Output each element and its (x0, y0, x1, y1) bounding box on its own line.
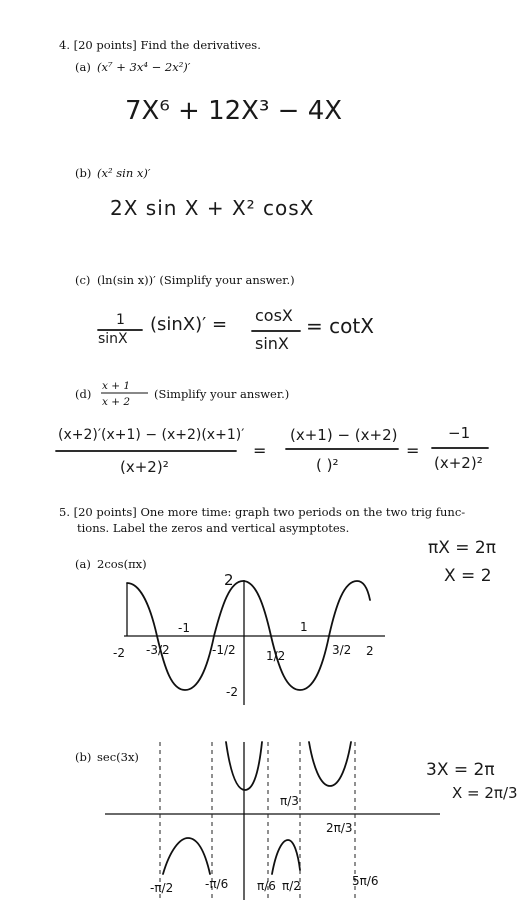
sec-branch-down-2 (272, 840, 300, 874)
part-d-prompt-tail: (Simplify your answer.) (154, 387, 290, 401)
part-c-prompt: (ln(sin x))′ (Simplify your answer.) (97, 273, 295, 287)
problem-4-header: 4. [20 points] Find the derivatives. (59, 38, 261, 52)
problem-5-header-line1: 5. [20 points] One more time: graph two periods on the two trig func- (59, 505, 466, 519)
cos-tick-neghalf: -1/2 (212, 643, 236, 657)
part-c-rhs: = cotX (306, 314, 374, 338)
part-d-label: (d) (75, 387, 92, 401)
cos-tick-neg3half: -3/2 (146, 643, 170, 657)
cos-tick-neg2: -2 (113, 646, 125, 660)
part-c-frac-den: sinX (255, 334, 289, 353)
sec-tick-neg-pi-sixth: -π/6 (205, 877, 229, 891)
sec-tick-neg-pi-half: -π/2 (150, 881, 174, 895)
sec-tick-pi-sixth: π/6 (257, 879, 276, 893)
sec-branch-up-2 (309, 742, 351, 786)
cos-ylabel-1: 1 (300, 620, 308, 634)
cos-ylabel-neg2: -2 (226, 685, 238, 699)
cos-tick-2: 2 (366, 644, 374, 658)
part-c-frac-num: cosX (255, 306, 293, 325)
part-a-prompt: (x⁷ + 3x⁴ − 2x²)′ (97, 60, 191, 74)
part-b-prompt: (x² sin x)′ (97, 166, 151, 180)
part-5b-note-2: X = 2π/3 (452, 784, 518, 802)
part-d-eq2: = (406, 441, 420, 460)
part-a-answer: 7X⁶ + 12X³ − 4X (125, 96, 343, 126)
part-d-ans2-den: ( )² (316, 456, 339, 474)
sec-branch-down-1 (163, 838, 210, 874)
sec-tick-pi-third: π/3 (280, 794, 299, 808)
part-c-lhs-num: 1 (116, 312, 125, 328)
sec-tick-2pi-third: 2π/3 (326, 821, 353, 835)
part-d-eq1: = (253, 441, 267, 460)
part-d-ans3-den: (x+2)² (434, 454, 483, 472)
part-a-label: (a) (75, 60, 91, 74)
part-d-ans1-num: (x+2)′(x+1) − (x+2)(x+1)′ (58, 427, 245, 443)
part-5b-prompt: sec(3x) (97, 750, 139, 764)
part-d-ans3-num: −1 (448, 424, 471, 442)
cos-ylabel-2: 2 (224, 571, 234, 589)
part-b-label: (b) (75, 166, 92, 180)
sec-tick-5pi-sixth: 5π/6 (352, 874, 379, 888)
graph-sec (105, 742, 440, 900)
part-d-prompt-num: x + 1 (102, 380, 131, 392)
part-5a-note-2: X = 2 (444, 566, 492, 586)
cos-tick-half: 1/2 (266, 649, 286, 663)
part-5a-prompt: 2cos(πx) (97, 557, 147, 571)
part-c-mid: (sinX)′ = (150, 314, 228, 335)
part-c-label: (c) (75, 273, 91, 287)
part-5b-note-1: 3X = 2π (426, 760, 495, 780)
part-d-ans1-den: (x+2)² (120, 458, 169, 476)
part-d-ans2-num: (x+1) − (x+2) (290, 426, 398, 444)
graph-cos (113, 571, 385, 705)
cos-ylabel-neg1: -1 (178, 621, 190, 635)
problem-5-header-line2: tions. Label the zeros and vertical asymptotes. (77, 521, 350, 535)
cos-tick-3half: 3/2 (332, 643, 352, 657)
part-5a-label: (a) (75, 557, 91, 571)
part-5b-label: (b) (75, 750, 92, 764)
part-d-prompt-den: x + 2 (102, 396, 131, 408)
part-5a-note-1: πX = 2π (428, 538, 496, 558)
part-b-answer: 2X sin X + X² cosX (110, 196, 315, 220)
part-c-lhs-den: sinX (98, 331, 128, 347)
sec-tick-pi-half: π/2 (282, 879, 301, 893)
